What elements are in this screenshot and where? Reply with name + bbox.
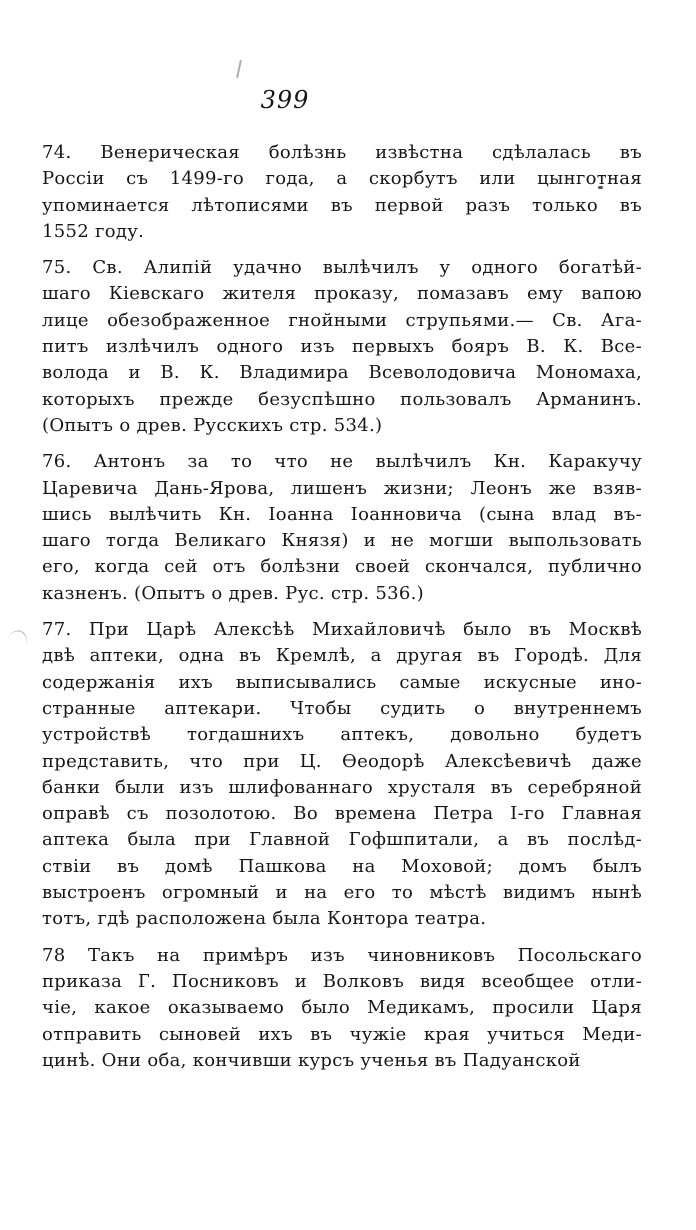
text-line: содержанія ихъ выписывались самые искусные ино- [42,671,642,693]
page-number: 399 [260,86,310,114]
paragraph [42,943,642,1074]
text-line: питъ излѣчилъ одного изъ первыхъ бояръ В. К. Все- [42,336,642,358]
text-line: Царевича Дань-Ярова, лишенъ жизни; Леонъ же взяв- [42,477,642,499]
text-line: 1552 году. [42,220,145,242]
text-line: отправить сыновей ихъ въ чужіе края учиться Меди- [42,1023,642,1045]
text-line: волода и В. К. Владимира Всеволодовича Мономаха, [42,362,642,384]
text-line: аптека была при Главной Гофшпитали, а въ послѣд- [42,829,642,851]
text-line: Россіи съ 1499-го года, а скорбутъ или цынготная [42,168,642,190]
page-body [42,140,642,1084]
text-line: упоминается лѣтописями въ первой разъ только въ [42,194,642,216]
text-line: 74. Венерическая болѣзнь извѣстна сдѣлалась въ [42,142,642,163]
text-line: двѣ аптеки, одна въ Кремлѣ, а другая въ Городѣ. Для [42,645,642,667]
text-line: 76. Антонъ за то что не вылѣчилъ Кн. Каракучу [42,451,642,473]
text-line: устройствѣ тогдашнихъ аптекъ, довольно будетъ [42,724,642,746]
pencil-mark [236,60,242,78]
paragraph [42,140,642,245]
paragraph [42,255,642,439]
text-line: казненъ. (Опытъ о древ. Рус. стр. 536.) [42,582,425,604]
text-line: представить, что при Ц. Ѳеодорѣ Алексѣевичѣ даже [42,750,642,772]
text-line: которыхъ прежде безуспѣшно пользовалъ Арманинъ. [42,388,642,410]
text-line: шаго Кіевскаго жителя проказу, помазавъ ему вапою [42,283,642,305]
margin-mark [1,627,31,660]
text-line: шаго тогда Великаго Князя) и не могши выпользовать [42,530,642,552]
text-line: цинѣ. Они оба, кончивши курсъ ученья въ Падуанской [42,1049,581,1071]
paragraph [42,617,642,933]
text-line: банки были изъ шлифованнаго хрусталя въ серебряной [42,776,642,798]
text-line: ствіи въ домѣ Пашкова на Моховой; домъ былъ [42,855,642,877]
text-line: оправѣ съ позолотою. Во времена Петра І-го Главная [42,803,642,825]
text-line: 78 Такъ на примѣръ изъ чиновниковъ Посольскаго [42,944,642,966]
text-line: 77. При Царѣ Алексѣѣ Михайловичѣ было въ Москвѣ [42,619,642,641]
text-line: выстроенъ огромный и на его то мѣстѣ видимъ нынѣ [42,882,642,904]
text-line: тотъ, гдѣ расположена была Контора театра. [42,908,487,930]
text-line: лице обезображенное гнойными струпьями.— Св. Ага- [42,309,642,331]
text-line: шись вылѣчить Кн. Іоанна Іоанновича (сына влад въ- [42,503,642,525]
text-line: чіе, какое оказываемо было Медикамъ, просили Царя [42,997,642,1019]
paragraph [42,449,642,607]
text-line: 75. Св. Алипій удачно вылѣчилъ у одного богатѣй- [42,257,642,279]
text-line: приказа Г. Посниковъ и Волковъ видя всеобщее отли- [42,970,642,992]
text-line: странные аптекари. Чтобы судить о внутреннемъ [42,697,642,719]
text-line: (Опытъ о древ. Русскихъ стр. 534.) [42,414,383,436]
text-line: его, когда сей отъ болѣзни своей скончался, публично [42,556,642,578]
